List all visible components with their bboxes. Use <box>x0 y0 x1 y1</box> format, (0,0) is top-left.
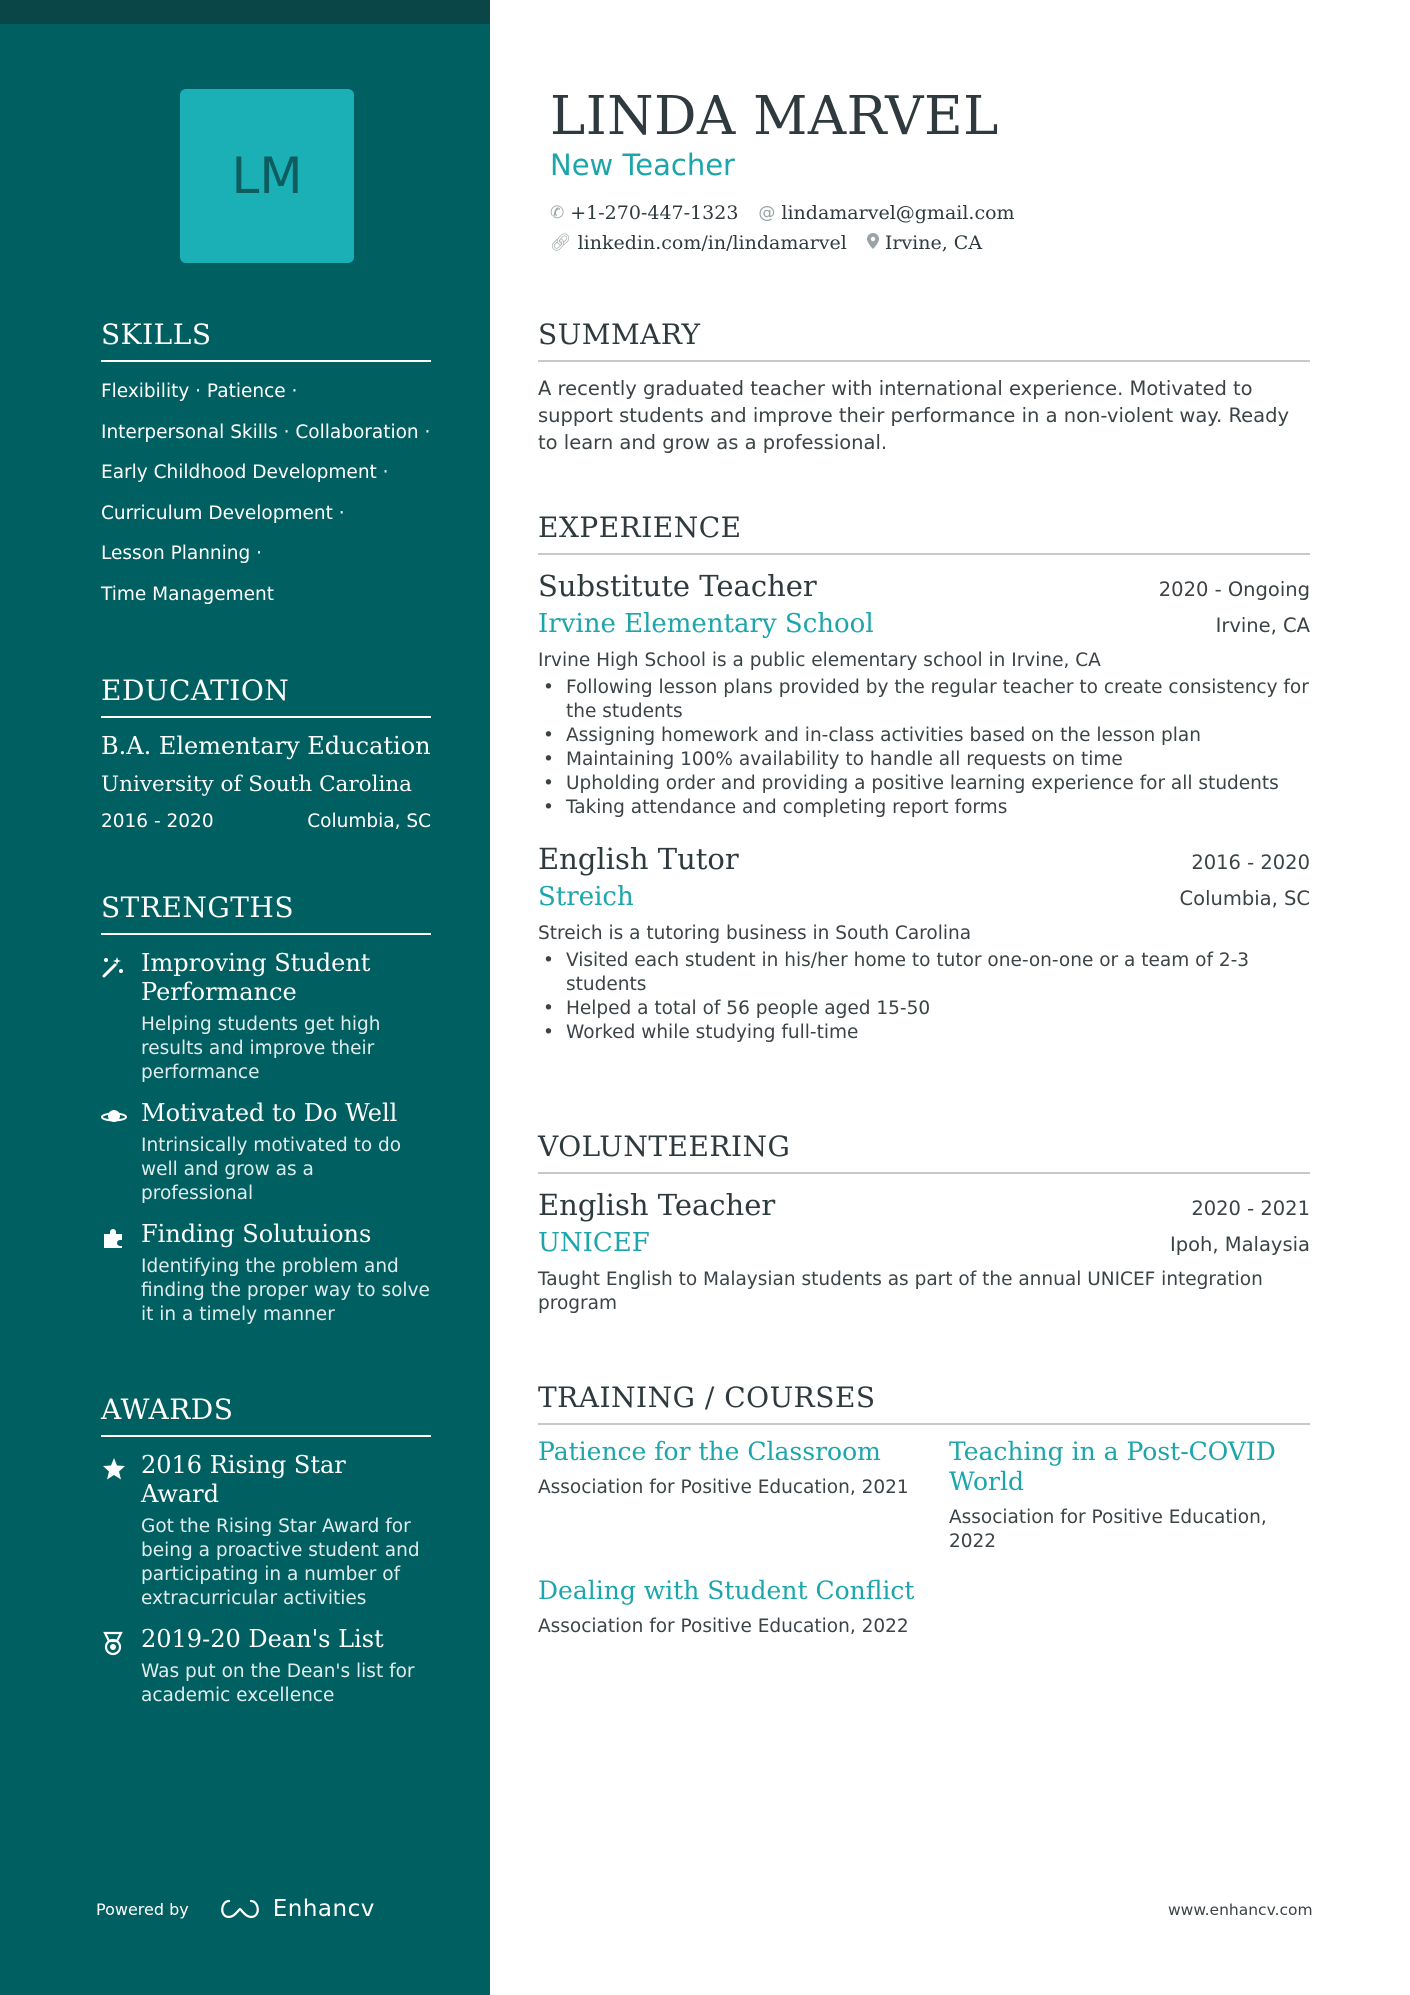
course-item <box>949 1437 1310 1554</box>
education-location: Columbia, SC <box>307 811 431 832</box>
education-meta <box>101 811 431 832</box>
job-bullet: • Taking attendance and completing report forms <box>538 796 1310 820</box>
contact-email[interactable] <box>758 202 1014 224</box>
job-bullet: • Assigning homework and in-class activities based on the lesson plan <box>538 724 1310 748</box>
strength-desc: Identifying the problem and finding the proper way to solve it in a timely manner <box>141 1256 430 1325</box>
contact-phone-text: +1-270-447-1323 <box>570 202 739 224</box>
job-description: Taught English to Malaysian students as part of the annual UNICEF integration program <box>538 1269 1263 1314</box>
strength-title: Motivated to Do Well <box>141 1099 398 1127</box>
job-dates: 2020 - 2021 <box>1191 1197 1310 1220</box>
experience-entry <box>538 569 1310 820</box>
job-bullets <box>538 676 1310 820</box>
job-bullet: • Worked while studying full-time <box>538 1021 1310 1045</box>
volunteering-title: VOLUNTEERING <box>538 1130 1310 1174</box>
job-location: Columbia, SC <box>1179 887 1310 910</box>
skill-line: Curriculum Development · <box>101 502 345 524</box>
experience-title: EXPERIENCE <box>538 511 1310 555</box>
link-icon: 🔗︎ <box>550 233 572 253</box>
powered-by-label: Powered by <box>96 1899 189 1919</box>
course-item <box>538 1437 949 1554</box>
powered-by <box>96 1896 375 1922</box>
skills-section <box>101 318 431 615</box>
contact-linkedin[interactable] <box>550 232 847 254</box>
contact-row-1 <box>550 202 1035 224</box>
award-desc: Was put on the Dean's list for academic excellence <box>141 1661 415 1706</box>
star-icon <box>101 1451 141 1611</box>
course-org: Association for Positive Education, 2021 <box>538 1477 909 1498</box>
job-dates: 2016 - 2020 <box>1191 851 1310 874</box>
sidebar <box>0 0 490 1995</box>
award-item <box>101 1625 431 1708</box>
sidebar-top-bar <box>0 0 490 24</box>
job-bullet: • Helped a total of 56 people aged 15-50 <box>538 997 1310 1021</box>
medal-icon <box>101 1625 141 1708</box>
education-school: University of South Carolina <box>101 772 413 797</box>
candidate-name: LINDA MARVEL <box>550 86 999 147</box>
skill-line: Lesson Planning · <box>101 543 263 564</box>
planet-icon <box>101 1099 141 1206</box>
courses-grid <box>538 1437 1310 1639</box>
job-company: UNICEF <box>538 1228 650 1258</box>
strengths-section <box>101 891 431 1327</box>
location-pin-icon <box>867 233 879 254</box>
summary-section <box>538 318 1310 456</box>
strength-desc: Intrinsically motivated to do well and grow as a professional <box>141 1135 402 1204</box>
skills-title: SKILLS <box>101 318 431 362</box>
experience-entry <box>538 842 1310 1045</box>
training-title: TRAINING / COURSES <box>538 1381 1310 1425</box>
job-title: English Tutor <box>538 842 739 876</box>
course-title: Dealing with Student Conflict <box>538 1576 915 1605</box>
training-section <box>538 1381 1310 1639</box>
course-org: Association for Positive Education, 2022 <box>538 1616 909 1637</box>
job-bullet: • Upholding order and providing a positive learning experience for all students <box>538 772 1310 796</box>
at-icon: @ <box>758 203 776 223</box>
strength-item <box>101 1099 431 1206</box>
avatar: LM <box>180 89 354 263</box>
job-location: Irvine, CA <box>1215 614 1310 637</box>
job-company: Streich <box>538 882 634 912</box>
skill-line: Early Childhood Development · <box>101 462 389 483</box>
contact-phone[interactable] <box>550 202 738 224</box>
education-title: EDUCATION <box>101 674 431 718</box>
candidate-role: New Teacher <box>550 148 735 182</box>
strength-item <box>101 1220 431 1327</box>
puzzle-icon <box>101 1220 141 1327</box>
course-title: Patience for the Classroom <box>538 1437 881 1466</box>
phone-icon: ✆ <box>550 203 565 223</box>
strength-title: Improving Student Performance <box>141 949 371 1006</box>
job-bullet: • Following lesson plans provided by the regular teacher to create consistency for the students <box>538 676 1310 724</box>
job-description: Streich is a tutoring business in South Carolina <box>538 923 972 944</box>
job-company: Irvine Elementary School <box>538 609 874 639</box>
summary-title: SUMMARY <box>538 318 1310 362</box>
skill-line: Interpersonal Skills · Collaboration · <box>101 421 431 443</box>
experience-section <box>538 511 1310 1045</box>
enhancv-logo[interactable] <box>217 1896 375 1922</box>
job-title: Substitute Teacher <box>538 569 817 603</box>
course-item <box>538 1576 949 1639</box>
course-org: Association for Positive Education, 2022 <box>949 1507 1267 1552</box>
volunteering-section <box>538 1130 1310 1316</box>
education-section <box>101 674 431 832</box>
course-title: Teaching in a Post-COVID World <box>949 1437 1276 1496</box>
awards-section <box>101 1393 431 1708</box>
job-dates: 2020 - Ongoing <box>1158 578 1310 601</box>
summary-text: A recently graduated teacher with international experience. Motivated to support students and improve their performance in a non-violent way. Ready to learn and grow as a professional. <box>538 377 1289 454</box>
job-bullet: • Maintaining 100% availability to handle all requests on time <box>538 748 1310 772</box>
education-dates: 2016 - 2020 <box>101 811 214 832</box>
enhancv-logo-icon <box>217 1898 263 1920</box>
award-desc: Got the Rising Star Award for being a proactive student and participating in a number of extracurricular activities <box>141 1516 420 1609</box>
award-title: 2016 Rising Star Award <box>141 1451 346 1508</box>
job-title: English Teacher <box>538 1188 776 1222</box>
strength-desc: Helping students get high results and improve their performance <box>141 1014 381 1083</box>
contact-location <box>867 232 982 254</box>
job-bullets <box>538 949 1310 1045</box>
awards-title: AWARDS <box>101 1393 431 1437</box>
skills-list <box>101 372 431 615</box>
skill-line: Flexibility · Patience · <box>101 381 298 402</box>
footer-site-link[interactable]: www.enhancv.com <box>1168 1901 1313 1919</box>
strengths-title: STRENGTHS <box>101 891 431 935</box>
strength-title: Finding Solutuions <box>141 1220 372 1248</box>
contact-linkedin-text: linkedin.com/in/lindamarvel <box>577 232 847 254</box>
contact-location-text: Irvine, CA <box>884 232 983 254</box>
enhancv-logo-text: Enhancv <box>272 1896 375 1922</box>
contact-row-2 <box>550 232 1002 254</box>
skill-line: Time Management <box>101 583 275 605</box>
job-description: Irvine High School is a public elementary school in Irvine, CA <box>538 650 1101 671</box>
magic-wand-icon <box>101 949 141 1085</box>
volunteering-entry <box>538 1188 1310 1316</box>
award-title: 2019-20 Dean's List <box>141 1625 384 1653</box>
award-item <box>101 1451 431 1611</box>
education-degree: B.A. Elementary Education <box>101 732 431 760</box>
job-bullet: • Visited each student in his/her home to tutor one-on-one or a team of 2-3 students <box>538 949 1310 997</box>
contact-email-text: lindamarvel@gmail.com <box>781 202 1015 224</box>
strength-item <box>101 949 431 1085</box>
job-location: Ipoh, Malaysia <box>1169 1233 1310 1256</box>
